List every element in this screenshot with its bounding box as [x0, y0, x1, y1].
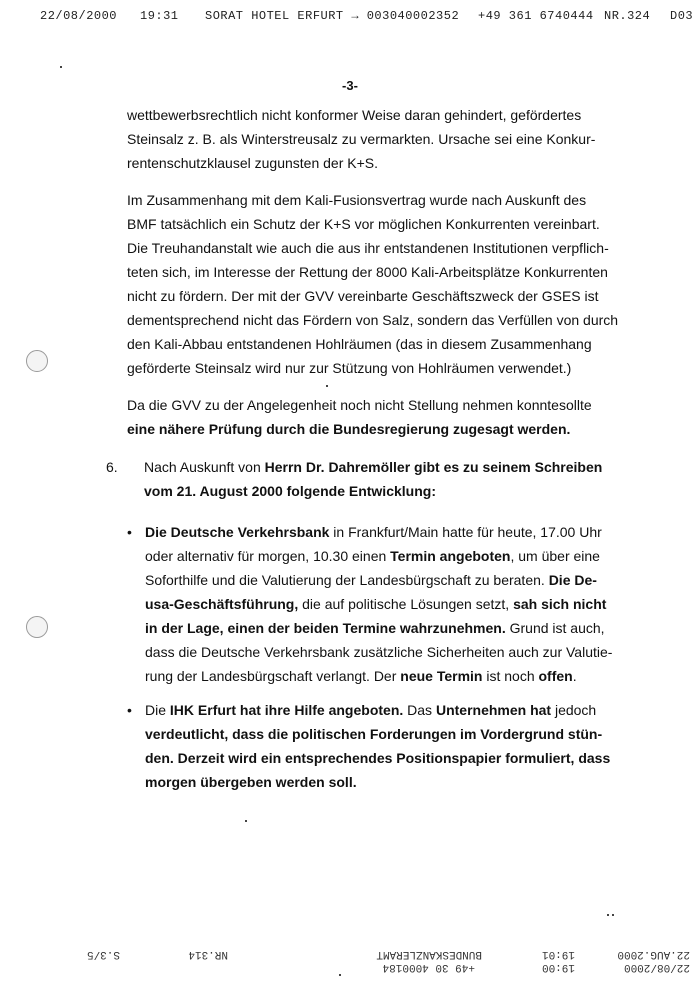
- text-run: Die: [145, 702, 170, 718]
- text-line: Die Treuhandanstalt wie auch die aus ihr entstandenen Institutionen verpflich-: [127, 240, 609, 256]
- text-run: oder alternativ für morgen, 10.30 einen: [145, 548, 391, 564]
- bullet-1-text: [145, 520, 625, 688]
- text-line: [145, 568, 625, 592]
- text-line: [145, 592, 625, 616]
- text-run-bold: in der Lage, einen der beiden Termine wahrzunehmen.: [145, 620, 506, 636]
- bullet-marker: •: [127, 524, 132, 540]
- fax-time: 19:31: [140, 9, 179, 23]
- text-run-bold: neue Termin: [400, 668, 483, 684]
- scan-speck: [607, 914, 609, 916]
- item-number: 6.: [106, 459, 118, 475]
- fax-phone: +49 361 6740444: [478, 9, 594, 23]
- footer-time1: 19:01: [541, 948, 575, 960]
- text-line: Im Zusammenhang mit dem Kali-Fusionsvertrag wurde nach Auskunft des: [127, 192, 587, 208]
- bullet-2-text: [145, 698, 625, 794]
- text-run-bold: sah sich nicht: [513, 596, 607, 612]
- text-run-bold: Herrn Dr. Dahremöller gibt es zu seinem Schreiben: [264, 459, 603, 475]
- text-run: Grund ist auch,: [505, 620, 605, 636]
- fax-page: D03: [670, 9, 694, 23]
- text-line: [145, 520, 625, 544]
- text-run-bold: Unternehmen hat: [435, 702, 552, 718]
- text-line: dementsprechend nicht das Fördern von Salz, sondern das Verfüllen von durch: [127, 312, 619, 328]
- fax-header: [0, 9, 700, 25]
- text-run-bold: usa-Geschäftsführung,: [145, 596, 299, 612]
- text-line-bold: eine nähere Prüfung durch die Bundesregierung zugesagt werden.: [127, 421, 571, 437]
- text-run: Soforthilfe und die Valutierung der Landesbürgschaft zu beraten.: [145, 572, 549, 588]
- text-line: [145, 664, 625, 688]
- text-line: nicht zu fördern. Der mit der GVV vereinbarte Geschäftszweck der GSES ist: [127, 288, 599, 304]
- text-run: in Frankfurt/Main hatte für heute, 17.00 Uhr: [329, 524, 602, 540]
- text-line: wettbewerbsrechtlich nicht konformer Weise daran gehindert, gefördertes: [127, 107, 582, 123]
- footer-date2: 22/08/2000: [623, 961, 690, 973]
- text-line-bold: morgen übergeben werden soll.: [145, 774, 357, 790]
- text-run: Das: [403, 702, 436, 718]
- scan-speck: [245, 820, 247, 822]
- text-line: [145, 698, 625, 722]
- text-run: ist noch: [482, 668, 539, 684]
- text-line: [145, 616, 625, 640]
- item-6-text: [106, 455, 626, 503]
- text-line: den Kali-Abbau entstandenen Hohlräumen (das in diesem Zusammenhang: [127, 336, 592, 352]
- text-line-bold: vom 21. August 2000 folgende Entwicklung:: [144, 483, 436, 499]
- fax-number: NR.324: [604, 9, 651, 23]
- text-run: Nach Auskunft von: [144, 459, 265, 475]
- text-line: [106, 455, 626, 479]
- fax-sender: SORAT HOTEL ERFURT → 003040002352: [205, 9, 460, 23]
- paragraph-3: [127, 393, 627, 441]
- text-run: die auf politische Lösungen setzt,: [298, 596, 514, 612]
- paragraph-2: [127, 188, 627, 380]
- text-line: teten sich, im Interesse der Rettung der 8000 Kali-Arbeitsplätze Konkurrenten: [127, 264, 608, 280]
- footer-time2: 19:00: [541, 961, 575, 973]
- text-run: rung der Landesbürgschaft verlangt. Der: [145, 668, 401, 684]
- text-run: .: [572, 668, 577, 684]
- scan-speck: [326, 385, 328, 387]
- fax-footer-upside-down: [0, 944, 700, 973]
- text-run-bold: Termin angeboten: [390, 548, 511, 564]
- scan-speck: [339, 974, 341, 976]
- text-line: rentenschutzklausel zugunsten der K+S.: [127, 155, 378, 171]
- punch-hole: [26, 350, 48, 372]
- footer-recipient: BUNDESKANZLERAMT: [376, 948, 482, 960]
- text-line: dass die Deutsche Verkehrsbank zusätzliche Sicherheiten auch zur Valutie-: [145, 644, 613, 660]
- bullet-marker: •: [127, 702, 132, 718]
- text-line: geförderte Steinsalz wird nur zur Stützung von Hohlräumen verwendet.): [127, 360, 572, 376]
- text-run: , um über eine: [510, 548, 600, 564]
- text-run-bold: Die Deutsche Verkehrsbank: [145, 524, 330, 540]
- footer-phone: +49 30 4000184: [382, 961, 475, 973]
- scan-speck: [612, 914, 614, 916]
- text-run-bold: offen: [538, 668, 573, 684]
- fax-date: 22/08/2000: [40, 9, 118, 23]
- punch-hole: [26, 616, 48, 638]
- footer-page: S.3/5: [86, 948, 120, 960]
- footer-date1: 22.AUG.2000: [617, 948, 690, 960]
- text-run-bold: IHK Erfurt hat ihre Hilfe angeboten.: [169, 702, 404, 718]
- text-line-bold: den. Derzeit wird ein entsprechendes Positionspapier formuliert, dass: [145, 750, 611, 766]
- text-run-bold: Die De-: [548, 572, 597, 588]
- paragraph-1: [127, 103, 627, 175]
- text-run: jedoch: [551, 702, 597, 718]
- scan-speck: [60, 66, 62, 68]
- text-line: Da die GVV zu der Angelegenheit noch nicht Stellung nehmen konntesollte: [127, 397, 592, 413]
- text-line-bold: verdeutlicht, dass die politischen Forderungen im Vordergrund stün-: [145, 726, 603, 742]
- text-line: BMF tatsächlich ein Schutz der K+S vor möglichen Konkurrenten vereinbart.: [127, 216, 600, 232]
- footer-number: NR.314: [188, 948, 228, 960]
- page-number: -3-: [342, 78, 358, 93]
- text-line: [145, 544, 625, 568]
- text-line: Steinsalz z. B. als Winterstreusalz zu vermarkten. Ursache sei eine Konkur-: [127, 131, 596, 147]
